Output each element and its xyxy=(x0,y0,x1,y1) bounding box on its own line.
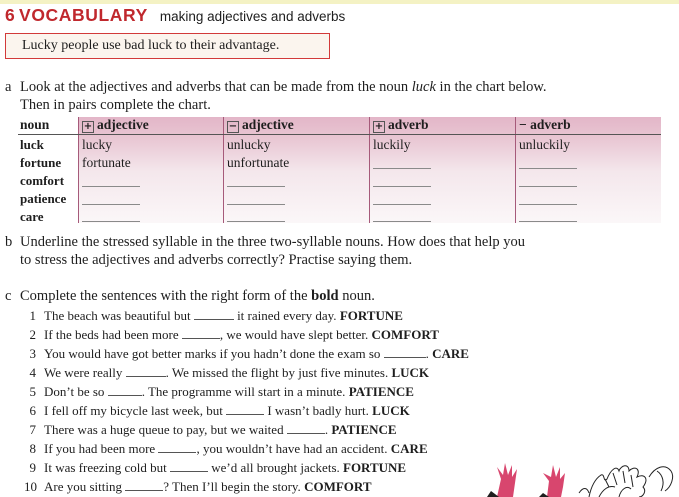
sentence-text xyxy=(44,346,469,362)
text-run: If you had been more xyxy=(44,441,156,456)
header-positive-adverb xyxy=(373,117,429,133)
answer-blank[interactable] xyxy=(519,221,577,222)
answer-gap[interactable] xyxy=(108,385,142,396)
dark-shape-icon xyxy=(487,491,499,497)
section-title: VOCABULARY xyxy=(19,5,148,25)
row-label-luck: luck xyxy=(20,137,44,152)
text-run: It was freezing cold but xyxy=(44,460,167,475)
answer-blank[interactable] xyxy=(373,204,431,205)
text-run: we’d all brought jackets. xyxy=(211,460,340,475)
text-run: , you wouldn’t have had an accident. xyxy=(196,441,388,456)
sentence-text xyxy=(44,422,397,438)
text-run: ? Then I’ll begin the story. xyxy=(163,479,301,494)
chart-cell: unlucky xyxy=(227,137,271,152)
text-run: The beach was beautiful but xyxy=(44,308,191,323)
answer-blank[interactable] xyxy=(227,204,285,205)
sentence-number: 7 xyxy=(29,422,36,437)
pink-hand-icon xyxy=(497,463,517,497)
sentence-text xyxy=(44,479,372,495)
text-run: it rained every day. xyxy=(237,308,337,323)
bold-word: bold xyxy=(311,288,339,304)
keyword: COMFORT xyxy=(371,327,439,342)
answer-blank[interactable] xyxy=(519,204,577,205)
answer-blank[interactable] xyxy=(519,168,577,169)
answer-blank[interactable] xyxy=(227,221,285,222)
quote-box: Lucky people use bad luck to their advantage. xyxy=(5,33,330,59)
italic-word: luck xyxy=(411,79,436,95)
sentence-text xyxy=(44,365,429,381)
sentence-number: 9 xyxy=(29,460,36,475)
header-rule xyxy=(18,134,661,135)
text-run: , we would have slept better. xyxy=(219,327,369,342)
answer-blank[interactable] xyxy=(82,186,140,187)
exercise-letter: c xyxy=(5,288,12,304)
sentence-number: 10 xyxy=(24,479,37,494)
text-run: You would have got better marks if you hadn’t done the exam so xyxy=(44,346,381,361)
header-noun: noun xyxy=(20,117,50,132)
text-run: Look at the adjectives and adverbs that can be made from the noun xyxy=(20,79,412,95)
answer-gap[interactable] xyxy=(182,328,220,339)
text-run: Complete the sentences with the right form of the xyxy=(20,288,312,304)
text-run: in the chart below. xyxy=(435,79,547,95)
hands-illustration xyxy=(479,457,679,497)
answer-gap[interactable] xyxy=(170,461,208,472)
answer-gap[interactable] xyxy=(126,366,166,377)
row-label-fortune: fortune xyxy=(20,155,62,170)
chart-cell: luckily xyxy=(373,137,411,152)
sentence-number: 1 xyxy=(29,308,36,323)
answer-blank[interactable] xyxy=(373,168,431,169)
sentence-text xyxy=(44,441,428,457)
answer-blank[interactable] xyxy=(82,221,140,222)
keyword: PATIENCE xyxy=(331,422,397,437)
keyword: LUCK xyxy=(391,365,430,380)
sketched-hand-icon xyxy=(579,466,673,497)
answer-gap[interactable] xyxy=(158,442,196,453)
sentence-text xyxy=(44,384,414,400)
sentence-number: 5 xyxy=(29,384,36,399)
text-run: . The programme will start in a minute. xyxy=(141,384,346,399)
column-divider xyxy=(78,117,79,223)
text-run: . We missed the flight by just five minutes. xyxy=(165,365,389,380)
section-subtitle: making adjectives and adverbs xyxy=(159,9,346,24)
plus-sign-icon: + xyxy=(374,121,384,132)
sentence-text xyxy=(44,460,406,476)
column-divider xyxy=(369,117,370,223)
answer-gap[interactable] xyxy=(194,309,234,320)
answer-blank[interactable] xyxy=(373,186,431,187)
header-label: adjective xyxy=(242,117,294,132)
column-divider xyxy=(515,117,516,223)
sentence-number: 3 xyxy=(29,346,36,361)
keyword: CARE xyxy=(432,346,469,361)
answer-blank[interactable] xyxy=(227,186,285,187)
chart-cell: lucky xyxy=(82,137,112,152)
text-run: . xyxy=(324,422,329,437)
text-run: There was a huge queue to pay, but we waited xyxy=(44,422,284,437)
header-positive-adjective xyxy=(82,117,149,133)
answer-blank[interactable] xyxy=(519,186,577,187)
plus-sign-icon: + xyxy=(83,121,93,132)
text-run: I wasn’t badly hurt. xyxy=(267,403,369,418)
sentence-number: 4 xyxy=(29,365,36,380)
keyword: FORTUNE xyxy=(343,460,407,475)
header-label: adverb xyxy=(388,117,429,132)
section-header xyxy=(5,5,345,26)
answer-blank[interactable] xyxy=(82,204,140,205)
header-negative-adverb xyxy=(519,117,571,133)
text-run: Are you sitting xyxy=(44,479,122,494)
sentence-number: 8 xyxy=(29,441,36,456)
top-color-strip xyxy=(0,0,679,4)
text-run: Don’t be so xyxy=(44,384,105,399)
answer-gap[interactable] xyxy=(125,480,163,491)
answer-gap[interactable] xyxy=(287,423,325,434)
exercise-c-instruction xyxy=(20,287,375,305)
keyword: PATIENCE xyxy=(348,384,414,399)
answer-gap[interactable] xyxy=(226,404,264,415)
exercise-a-line-1 xyxy=(20,78,547,96)
header-label: adjective xyxy=(97,117,149,132)
chart-cell: unluckily xyxy=(519,137,570,152)
exercise-a-line-2: Then in pairs complete the chart. xyxy=(20,97,211,113)
pink-hand-icon xyxy=(543,465,565,497)
sentence-number: 6 xyxy=(29,403,36,418)
answer-gap[interactable] xyxy=(384,347,426,358)
header-negative-adjective xyxy=(227,117,294,133)
sentence-text xyxy=(44,403,410,419)
row-label-comfort: comfort xyxy=(20,173,65,188)
minus-sign: − xyxy=(519,117,527,132)
exercise-b-line-2: to stress the adjectives and adverbs correctly? Practise saying them. xyxy=(20,252,413,268)
chart-cell: fortunate xyxy=(82,155,131,170)
text-run: I fell off my bicycle last week, but xyxy=(44,403,223,418)
answer-blank[interactable] xyxy=(373,221,431,222)
header-label: adverb xyxy=(530,117,571,132)
chart-cell: unfortunate xyxy=(227,155,290,170)
sentence-text xyxy=(44,327,439,343)
text-run: If the beds had been more xyxy=(44,327,179,342)
text-run: . xyxy=(425,346,429,361)
keyword: LUCK xyxy=(372,403,410,418)
exercise-letter: b xyxy=(5,234,13,250)
keyword: CARE xyxy=(390,441,428,456)
minus-sign-icon: − xyxy=(228,121,238,132)
section-number: 6 xyxy=(5,5,16,25)
vocabulary-chart xyxy=(18,117,661,223)
keyword: FORTUNE xyxy=(339,308,403,323)
text-run: We were really xyxy=(44,365,123,380)
text-run: noun. xyxy=(338,288,375,304)
sentence-text xyxy=(44,308,403,324)
exercise-b-line-1: Underline the stressed syllable in the three two-syllable nouns. How does that help you xyxy=(20,234,525,250)
row-label-patience: patience xyxy=(20,191,67,206)
row-label-care: care xyxy=(20,209,44,224)
keyword: COMFORT xyxy=(304,479,372,494)
column-divider xyxy=(223,117,224,223)
sentence-number: 2 xyxy=(29,327,36,342)
exercise-letter: a xyxy=(5,79,12,95)
